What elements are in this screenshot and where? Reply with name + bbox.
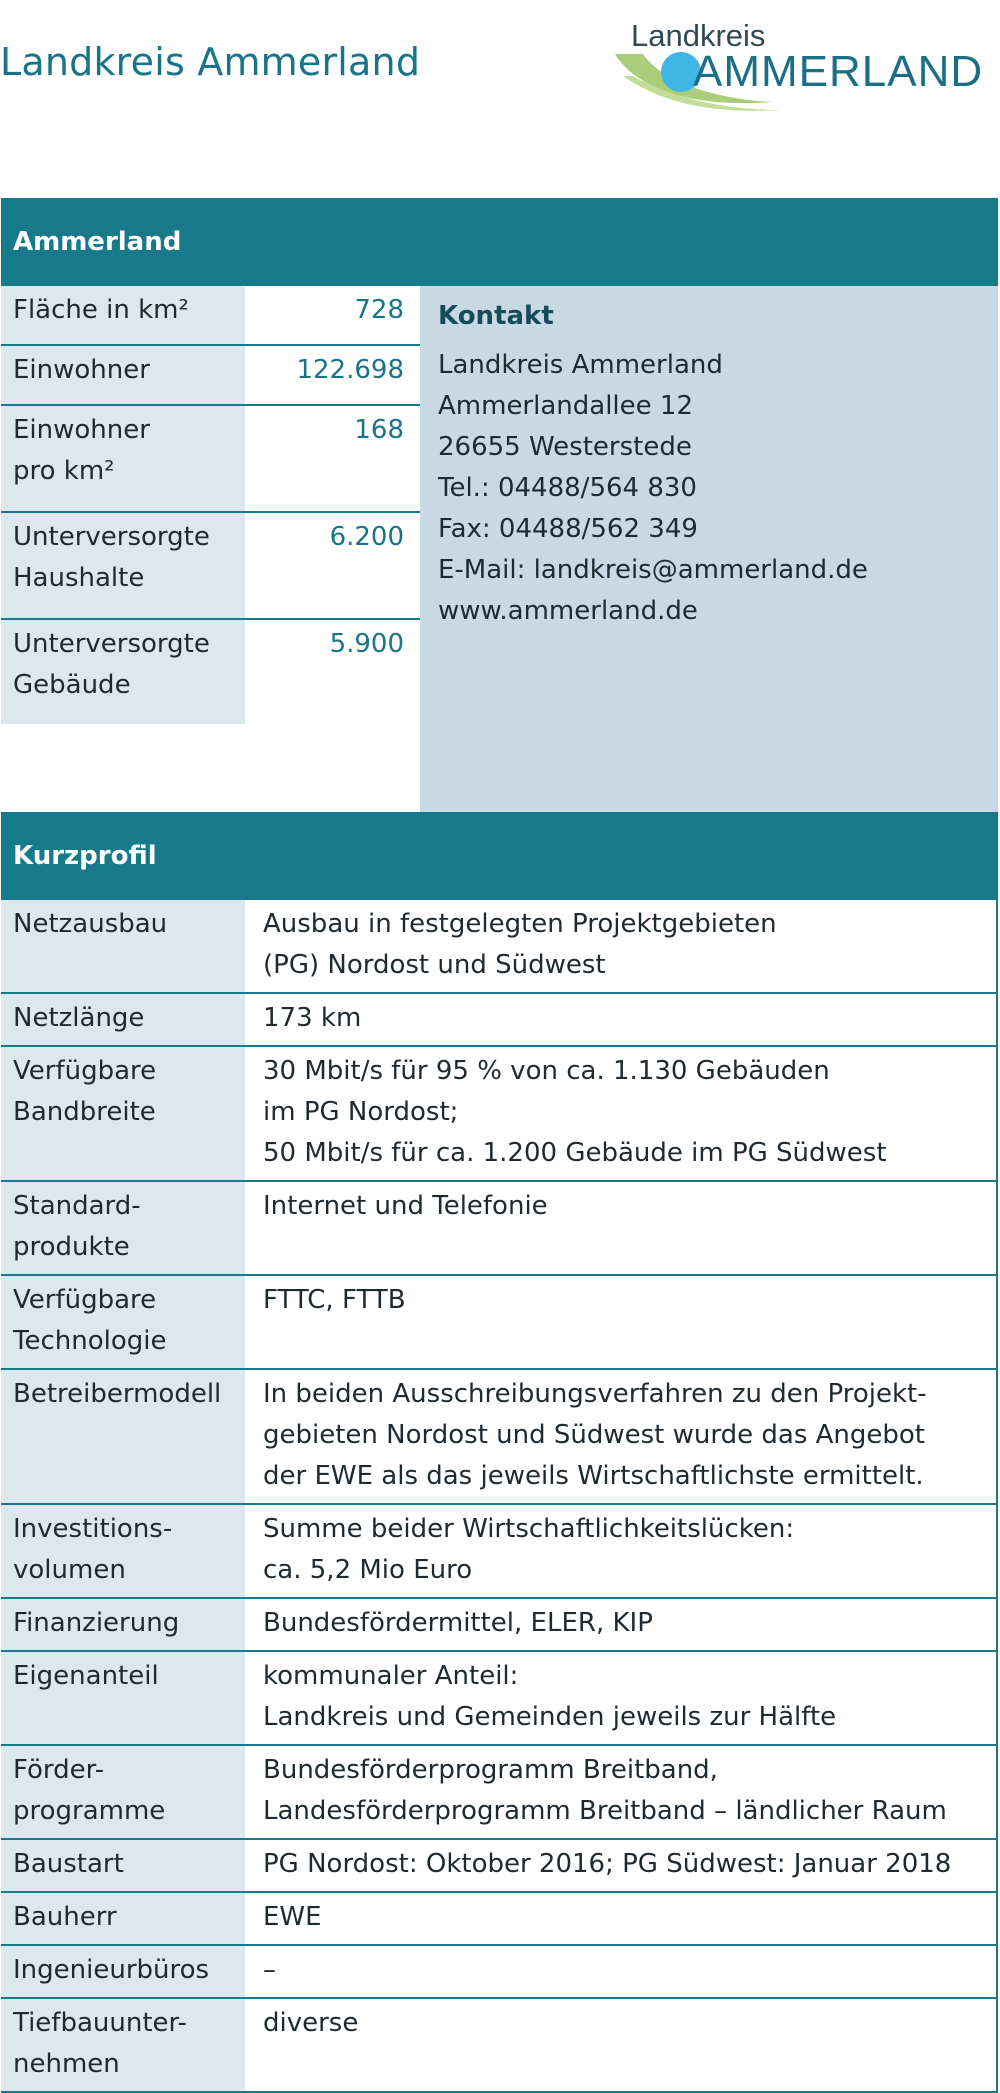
profile-value xyxy=(245,1370,998,1503)
stat-row xyxy=(1,620,420,724)
profile-label-line: Tiefbauunter- xyxy=(13,2008,187,2038)
profile-label-line: Förder- xyxy=(13,1755,105,1785)
profile-value xyxy=(245,1047,998,1180)
profile-value xyxy=(245,1276,998,1368)
profile-label-line: Netzausbau xyxy=(13,909,168,939)
section-header-kurzprofil: Kurzprofil xyxy=(1,812,998,900)
profile-label-line: Verfügbare xyxy=(13,1285,157,1315)
contact-line: E-Mail: landkreis@ammerland.de xyxy=(438,555,868,585)
profile-label xyxy=(1,1370,245,1503)
stat-value: 122.698 xyxy=(245,346,420,404)
profile-value-line: 173 km xyxy=(263,1003,362,1033)
contact-line: 26655 Westerstede xyxy=(438,432,692,462)
profile-label xyxy=(1,1946,245,1997)
profile-label-line: Eigenanteil xyxy=(13,1661,159,1691)
profile-value xyxy=(245,1182,998,1274)
profile-table xyxy=(1,900,998,2093)
profile-value xyxy=(245,1999,998,2091)
profile-value xyxy=(245,1893,998,1944)
profile-label xyxy=(1,1047,245,1180)
profile-row xyxy=(1,1370,998,1505)
contact-heading: Kontakt xyxy=(438,301,554,331)
profile-label-line: programme xyxy=(13,1796,166,1826)
profile-label xyxy=(1,994,245,1045)
profile-value-line: Landesförderprogramm Breitband – ländlicher Raum xyxy=(263,1796,947,1826)
profile-value-line: Summe beider Wirtschaftlichkeitslücken: xyxy=(263,1514,795,1544)
profile-row xyxy=(1,1047,998,1182)
profile-label xyxy=(1,1505,245,1597)
stat-label xyxy=(1,406,245,511)
profile-value-line: Bundesfördermittel, ELER, KIP xyxy=(263,1608,653,1638)
profile-value xyxy=(245,1946,998,1997)
profile-label-line: Finanzierung xyxy=(13,1608,180,1638)
profile-label-line: Betreibermodell xyxy=(13,1379,222,1409)
stat-label xyxy=(1,620,245,724)
profile-row xyxy=(1,1182,998,1276)
profile-label-line: produkte xyxy=(13,1232,130,1262)
profile-value-line: Internet und Telefonie xyxy=(263,1191,548,1221)
stat-row xyxy=(1,346,420,406)
contact-line: Landkreis Ammerland xyxy=(438,350,723,380)
contact-line: Fax: 04488/562 349 xyxy=(438,514,698,544)
profile-value xyxy=(245,1505,998,1597)
contact-line: www.ammerland.de xyxy=(438,596,698,626)
profile-value-line: – xyxy=(263,1955,276,1985)
profile-value-line: ca. 5,2 Mio Euro xyxy=(263,1555,473,1585)
profile-label-line: Verfügbare xyxy=(13,1056,157,1086)
profile-label-line: Bauherr xyxy=(13,1902,117,1932)
profile-label-line: volumen xyxy=(13,1555,126,1585)
profile-label-line: Standard- xyxy=(13,1191,141,1221)
stat-label-line: Unterversorgte xyxy=(13,522,210,552)
profile-value xyxy=(245,900,998,992)
profile-label xyxy=(1,1652,245,1744)
stat-value: 168 xyxy=(245,406,420,511)
stat-label-line: Unterversorgte xyxy=(13,629,210,659)
profile-value-line: gebieten Nordost und Südwest wurde das Angebot xyxy=(263,1420,925,1450)
profile-label-line: Ingenieurbüros xyxy=(13,1955,210,1985)
profile-label-line: Baustart xyxy=(13,1849,124,1879)
overview-block xyxy=(1,286,998,812)
profile-value-line: kommunaler Anteil: xyxy=(263,1661,519,1691)
profile-value-line: der EWE als das jeweils Wirtschaftlichste ermittelt. xyxy=(263,1461,924,1491)
profile-row xyxy=(1,1746,998,1840)
profile-label xyxy=(1,1276,245,1368)
profile-value-line: (PG) Nordost und Südwest xyxy=(263,950,606,980)
profile-label-line: Netzlänge xyxy=(13,1003,145,1033)
profile-label-line: Technologie xyxy=(13,1326,167,1356)
stat-label-line: Einwohner xyxy=(13,415,150,445)
profile-value xyxy=(245,1840,998,1891)
profile-row xyxy=(1,1652,998,1746)
profile-row xyxy=(1,1999,998,2093)
stat-value: 6.200 xyxy=(245,513,420,618)
contact-lines xyxy=(438,345,998,632)
profile-value xyxy=(245,1652,998,1744)
profile-row xyxy=(1,1599,998,1652)
stat-label-line: Gebäude xyxy=(13,670,131,700)
logo-top-text: Landkreis xyxy=(631,18,766,53)
profile-label xyxy=(1,1893,245,1944)
logo-bottom-text: AMMERLAND xyxy=(693,47,984,96)
stat-label xyxy=(1,513,245,618)
contact-line: Tel.: 04488/564 830 xyxy=(438,473,697,503)
profile-row xyxy=(1,1505,998,1599)
profile-row xyxy=(1,1276,998,1370)
profile-value-line: Ausbau in festgelegten Projektgebieten xyxy=(263,909,777,939)
stat-label-line: Fläche in km² xyxy=(13,295,189,325)
stats-table xyxy=(1,286,420,812)
profile-label xyxy=(1,900,245,992)
profile-sheet xyxy=(1,198,998,2093)
profile-value-line: PG Nordost: Oktober 2016; PG Südwest: Januar 2018 xyxy=(263,1849,952,1879)
profile-value-line: Landkreis und Gemeinden jeweils zur Hälfte xyxy=(263,1702,837,1732)
profile-value-line: Bundesförderprogramm Breitband, xyxy=(263,1755,718,1785)
profile-label-line: Investitions- xyxy=(13,1514,173,1544)
stat-label-line: pro km² xyxy=(13,456,115,486)
profile-value xyxy=(245,1746,998,1838)
profile-value-line: In beiden Ausschreibungsverfahren zu den Projekt- xyxy=(263,1379,927,1409)
profile-row xyxy=(1,1840,998,1893)
stat-value: 728 xyxy=(245,286,420,344)
profile-label-line: nehmen xyxy=(13,2049,120,2079)
district-logo xyxy=(603,14,1000,114)
profile-label xyxy=(1,1840,245,1891)
profile-value-line: 50 Mbit/s für ca. 1.200 Gebäude im PG Südwest xyxy=(263,1138,887,1168)
stat-row xyxy=(1,406,420,513)
stat-label xyxy=(1,286,245,344)
profile-row xyxy=(1,900,998,994)
stat-row xyxy=(1,286,420,346)
profile-value-line: diverse xyxy=(263,2008,359,2038)
profile-value xyxy=(245,1599,998,1650)
profile-value-line: im PG Nordost; xyxy=(263,1097,459,1127)
profile-label xyxy=(1,1746,245,1838)
page-title: Landkreis Ammerland xyxy=(0,40,421,84)
profile-value-line: EWE xyxy=(263,1902,322,1932)
contact-panel xyxy=(420,286,998,812)
profile-row xyxy=(1,994,998,1047)
profile-label-line: Bandbreite xyxy=(13,1097,156,1127)
profile-row xyxy=(1,1893,998,1946)
profile-label xyxy=(1,1599,245,1650)
stat-label xyxy=(1,346,245,404)
profile-value-line: 30 Mbit/s für 95 % von ca. 1.130 Gebäuden xyxy=(263,1056,830,1086)
profile-value xyxy=(245,994,998,1045)
stat-label-line: Einwohner xyxy=(13,355,150,385)
stat-label-line: Haushalte xyxy=(13,563,145,593)
stat-value: 5.900 xyxy=(245,620,420,724)
profile-label xyxy=(1,1182,245,1274)
profile-value-line: FTTC, FTTB xyxy=(263,1285,406,1315)
profile-label xyxy=(1,1999,245,2091)
profile-row xyxy=(1,1946,998,1999)
stat-row xyxy=(1,513,420,620)
section-header-ammerland: Ammerland xyxy=(1,198,998,286)
contact-line: Ammerlandallee 12 xyxy=(438,391,693,421)
